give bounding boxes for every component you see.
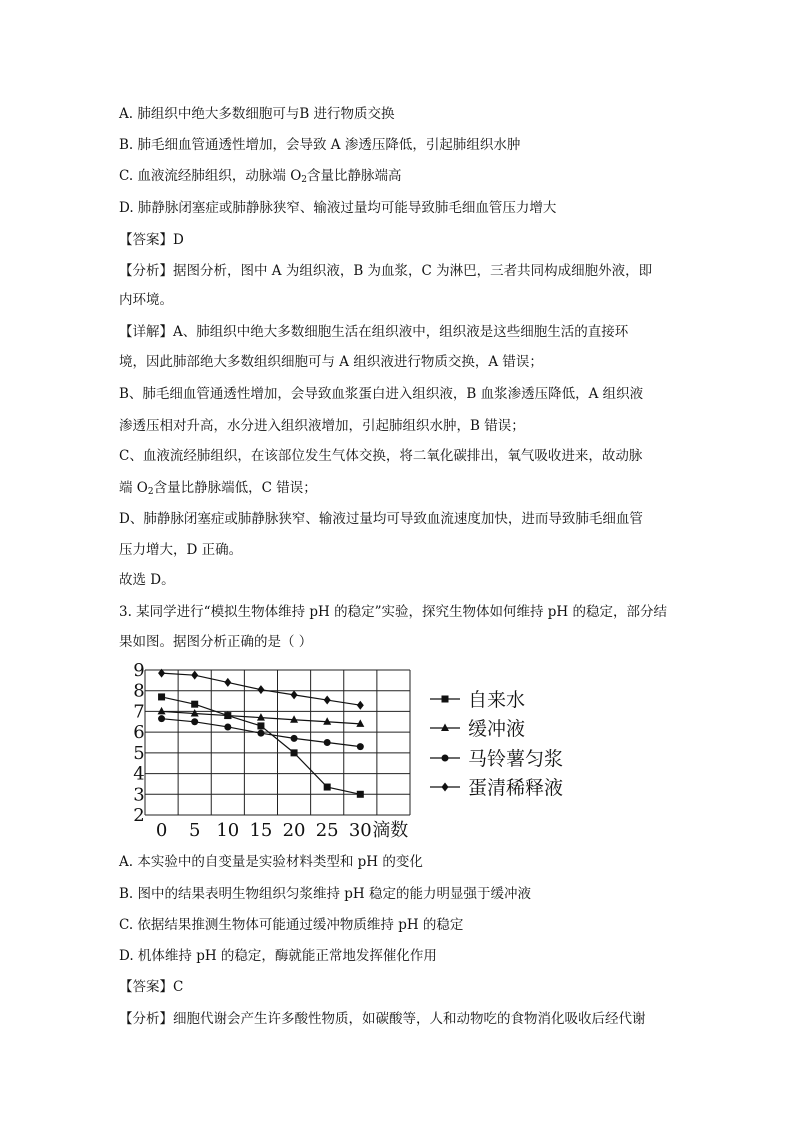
text-line: A. 肺组织中绝大多数细胞可与B 进行物质交换 bbox=[119, 106, 395, 122]
data-point bbox=[191, 718, 198, 725]
data-point bbox=[357, 743, 364, 750]
text-segment: 含量比静脉端低，C 错误； bbox=[153, 480, 317, 496]
x-tick-label: 0 bbox=[155, 820, 168, 841]
legend-marker bbox=[442, 696, 449, 703]
text-line: 3. 某同学进行“模拟生物体维持 pH 的稳定”实验，探究生物体如何维持 pH 的稳定，部分结 bbox=[119, 604, 667, 620]
data-point bbox=[191, 671, 198, 680]
y-tick-label: 2 bbox=[133, 805, 145, 826]
legend-label: 蛋清稀释液 bbox=[468, 777, 564, 799]
legend-marker bbox=[441, 724, 449, 732]
text-line: 故选 D。 bbox=[119, 572, 175, 588]
text-line: A. 本实验中的自变量是实验材料类型和 pH 的变化 bbox=[119, 854, 423, 870]
y-tick-label: 3 bbox=[133, 784, 145, 806]
data-point bbox=[257, 722, 264, 729]
text-line: D. 肺静脉闭塞症或肺静脉狭窄、输液过量均可能导致肺毛细血管压力增大 bbox=[119, 200, 557, 216]
text-line: B、肺毛细血管通透性增加，会导致血浆蛋白进入组织液，B 血浆渗透压降低，A 组织液 bbox=[119, 386, 644, 402]
subscript: 2 bbox=[147, 487, 154, 497]
x-tick-label: 25 bbox=[315, 820, 339, 841]
data-point bbox=[291, 690, 298, 699]
text-line: 【分析】据图分析，图中 A 为组织液，B 为血浆，C 为淋巴，三者共同构成细胞外液，即 bbox=[119, 263, 653, 279]
text-line: D. 机体维持 pH 的稳定，酶就能正常地发挥催化作用 bbox=[119, 948, 437, 964]
text-segment: 端 O bbox=[119, 480, 148, 496]
text-line: D、肺静脉闭塞症或肺静脉狭窄、输液过量均可导致血流速度加快，进而导致肺毛细血管 bbox=[119, 511, 643, 527]
legend-marker bbox=[442, 783, 449, 792]
data-point bbox=[324, 696, 331, 705]
x-tick-label: 15 bbox=[249, 820, 273, 841]
y-tick-label: 6 bbox=[133, 722, 145, 744]
legend-marker bbox=[442, 755, 449, 762]
legend-label: 马铃薯匀浆 bbox=[468, 748, 564, 770]
text-line: 内环境。 bbox=[119, 292, 173, 308]
text-line: C、血液流经肺组织，在该部位发生气体交换，将二氧化碳排出，氧气吸收进来，故动脉 bbox=[119, 448, 643, 464]
text-line: 境，因此肺部绝大多数组织细胞可与 A 组织液进行物质交换，A 错误； bbox=[119, 354, 543, 370]
x-axis-label: 滴数 bbox=[372, 820, 409, 841]
text-segment: 含量比静脉端高 bbox=[307, 168, 402, 184]
text-line bbox=[119, 166, 402, 190]
x-tick-label: 10 bbox=[216, 820, 240, 841]
y-tick-label: 5 bbox=[133, 742, 145, 764]
data-point bbox=[357, 701, 364, 710]
data-point bbox=[357, 791, 364, 798]
data-point bbox=[324, 739, 331, 746]
text-line: 【答案】D bbox=[119, 232, 184, 248]
data-point bbox=[224, 723, 231, 730]
text-line: 【分析】细胞代谢会产生许多酸性物质，如碳酸等，人和动物吃的食物消化吸收后经代谢 bbox=[119, 1011, 646, 1027]
ph-line-chart bbox=[133, 660, 588, 842]
text-line: C. 依据结果推测生物体可能通过缓冲物质维持 pH 的稳定 bbox=[119, 917, 464, 933]
text-segment: C. 血液流经肺组织，动脉端 O bbox=[119, 168, 302, 184]
data-point bbox=[257, 730, 264, 737]
text-line: 【答案】C bbox=[119, 979, 184, 995]
data-point bbox=[324, 784, 331, 791]
x-tick-label: 5 bbox=[188, 820, 201, 841]
text-line: 渗透压相对升高，水分进入组织液增加，引起肺组织水肿，B 错误； bbox=[119, 418, 525, 434]
text-line: 压力增大，D 正确。 bbox=[119, 542, 243, 558]
data-point bbox=[158, 693, 165, 700]
text-line: 果如图。据图分析正确的是（ ） bbox=[119, 634, 313, 650]
data-point bbox=[257, 685, 264, 694]
legend-label: 自来水 bbox=[468, 689, 526, 711]
y-tick-label: 8 bbox=[133, 680, 145, 702]
text-line: B. 肺毛细血管通透性增加，会导致 A 渗透压降低，引起肺组织水肿 bbox=[119, 137, 521, 153]
y-tick-label: 7 bbox=[133, 701, 145, 723]
data-point bbox=[291, 735, 298, 742]
y-tick-label: 9 bbox=[133, 660, 145, 681]
y-tick-label: 4 bbox=[133, 763, 145, 785]
data-point bbox=[224, 678, 231, 687]
text-line: B. 图中的结果表明生物组织匀浆维持 pH 稳定的能力明显强于缓冲液 bbox=[119, 886, 531, 902]
data-point bbox=[291, 749, 298, 756]
data-point bbox=[158, 715, 165, 722]
data-point bbox=[191, 701, 198, 708]
data-point bbox=[158, 707, 166, 715]
legend-label: 缓冲液 bbox=[468, 718, 526, 740]
subscript: 2 bbox=[301, 175, 308, 185]
x-tick-label: 20 bbox=[282, 820, 306, 841]
text-line bbox=[119, 478, 317, 502]
text-line: 【详解】A、肺组织中绝大多数细胞生活在组织液中，组织液是这些细胞生活的直接环 bbox=[119, 324, 629, 340]
x-tick-label: 30 bbox=[348, 820, 372, 841]
